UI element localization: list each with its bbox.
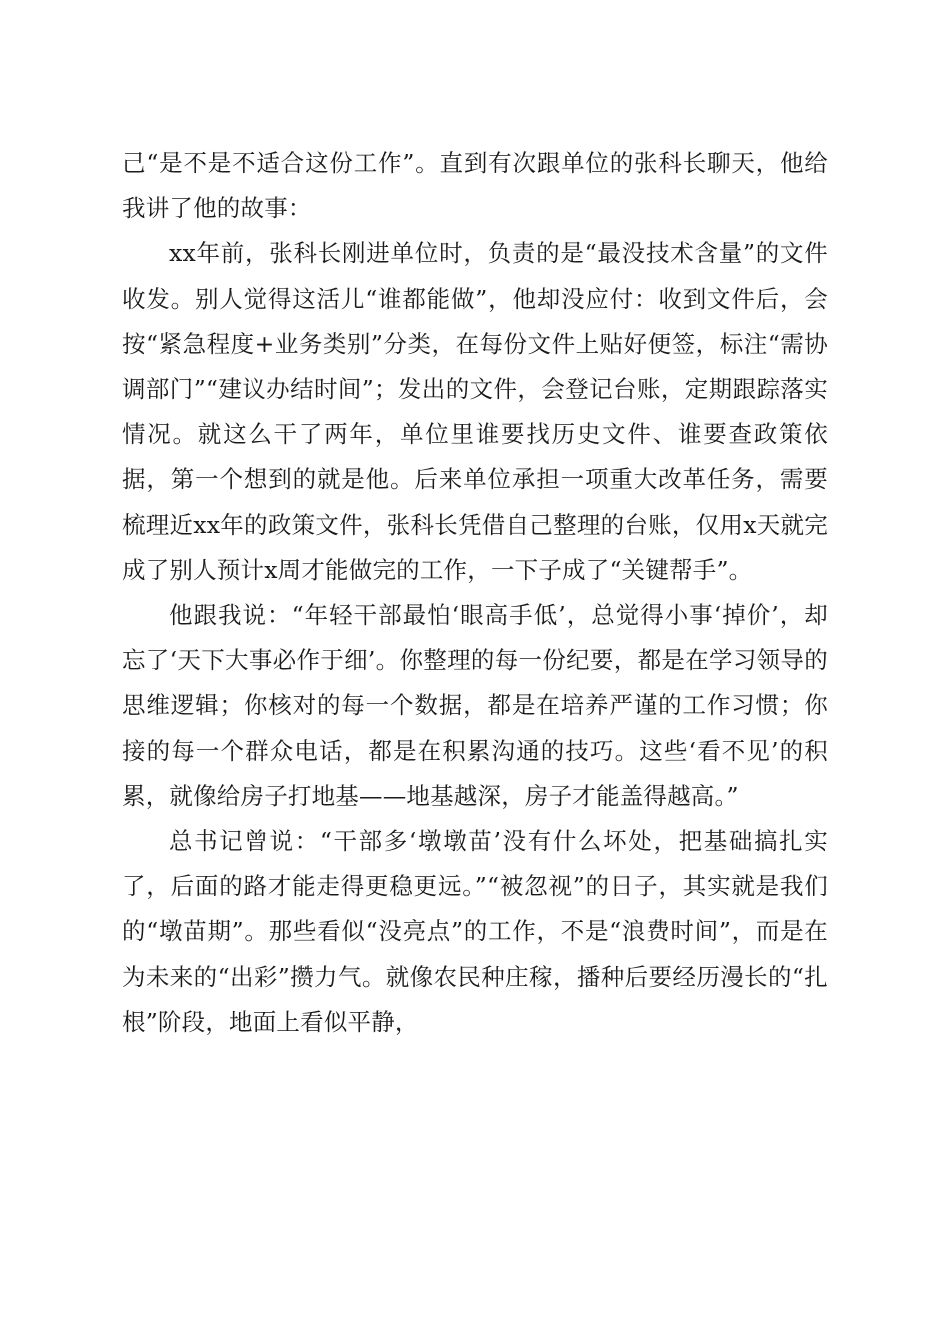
paragraph-zhang-story: xx年前，张科长刚进单位时，负责的是“最没技术含量”的文件收发。别人觉得这活儿“谁都能做”，他却没应付：收到文件后，会按“紧急程度+业务类别”分类，在每份文件上贴好便签，标注“需协调部门”“建议办结时间”；发出的文件，会登记台账，定期跟踪落实情况。就这么干了两年，单位里谁要找历史文件、谁要查政策依据，第一个想到的就是他。后来单位承担一项重大改革任务，需要梳理近xx年的政策文件，张科长凭借自己整理的台账，仅用x天就完成了别人预计x周才能做完的工作，一下子成了“关键帮手”。 — [122, 239, 828, 584]
paragraph-general-secretary-quote: 总书记曾说：“干部多‘墩墩苗’没有什么坏处，把基础搞扎实了，后面的路才能走得更稳更远。”“被忽视”的日子，其实就是我们的“墩苗期”。那些看似“没亮点”的工作，不是“浪费时间”，而是在为未来的“出彩”攒力气。就像农民种庄稼，播种后要经历漫长的“扎根”阶段，地面上看似平静， — [122, 827, 828, 1036]
document-body — [122, 141, 828, 1045]
paragraph-continuation: 己“是不是不适合这份工作”。直到有次跟单位的张科长聊天，他给我讲了他的故事： — [122, 149, 828, 223]
paragraph-zhang-quote: 他跟我说：“年轻干部最怕‘眼高手低’，总觉得小事‘掉价’，却忘了‘天下大事必作于细’。你整理的每一份纪要，都是在学习领导的思维逻辑；你核对的每一个数据，都是在培养严谨的工作习惯；你接的每一个群众电话，都是在积累沟通的技巧。这些‘看不见’的积累，就像给房子打地基——地基越深，房子才能盖得越高。” — [122, 601, 828, 810]
